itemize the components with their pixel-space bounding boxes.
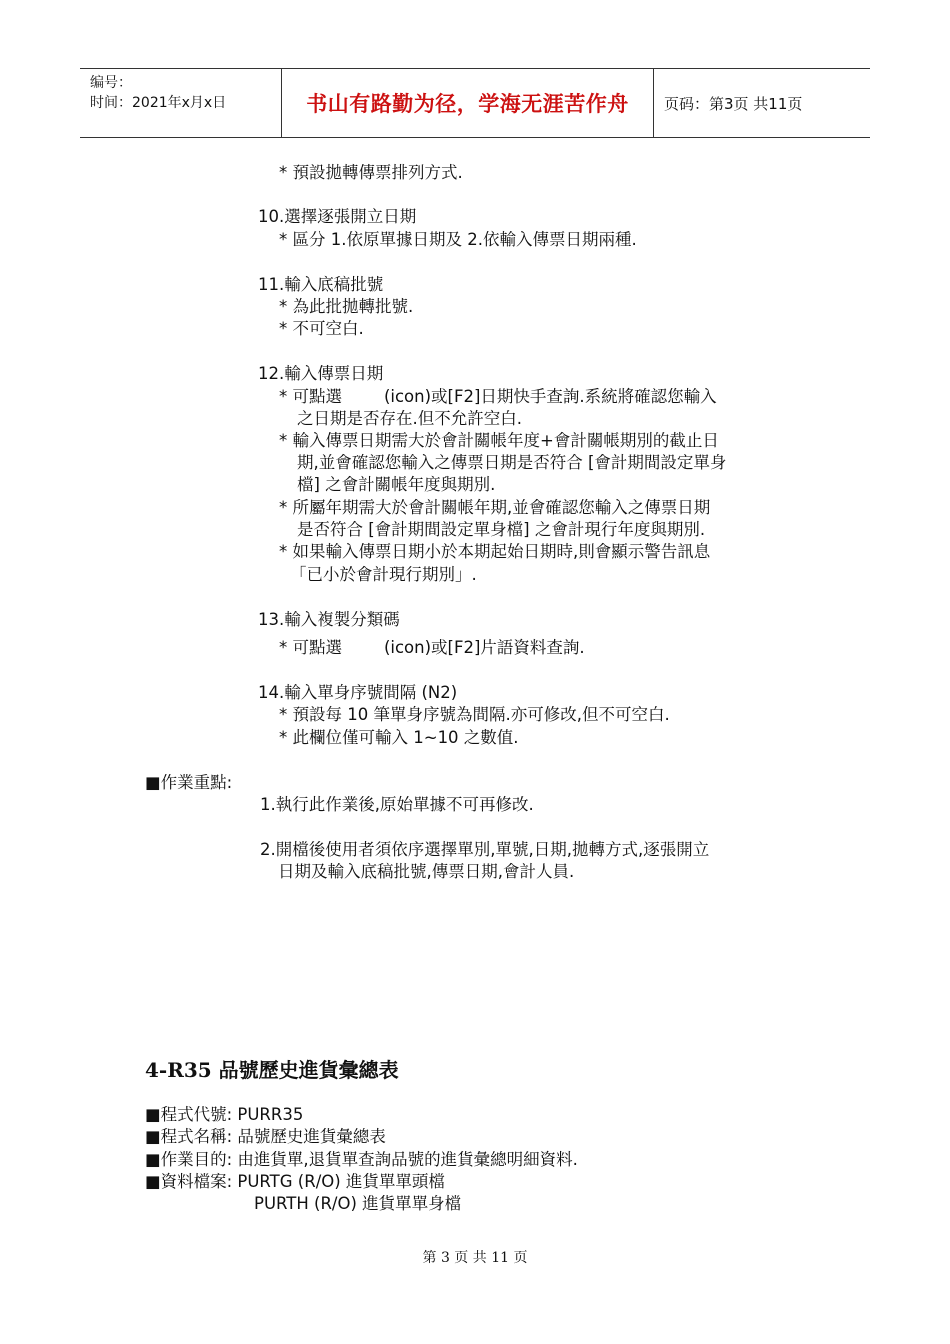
- body-line: 1.執行此作業後,原始單據不可再修改.: [260, 795, 534, 814]
- page-footer: 第 3 页 共 11 页: [422, 1250, 528, 1266]
- body-line: 12.輸入傳票日期: [258, 364, 384, 383]
- body-line: * 此欄位僅可輸入 1~10 之數值.: [279, 728, 519, 747]
- page-header-table: [80, 68, 870, 138]
- body-line: * 不可空白.: [279, 319, 364, 338]
- section-line: ■程式名稱: 品號歷史進貨彙總表: [145, 1127, 386, 1146]
- body-line: 期,並會確認您輸入之傳票日期是否符合 [會計期間設定單身: [297, 453, 727, 472]
- body-line: * 為此批拋轉批號.: [279, 297, 414, 316]
- number-label: 编号：: [90, 75, 132, 91]
- body-line: * 所屬年期需大於會計關帳年期,並會確認您輸入之傳票日期: [279, 498, 711, 517]
- body-line: * 可點選 (icon)或[F2]片語資料查詢.: [279, 638, 585, 657]
- time-label: 时间：2021年x月x日: [90, 95, 227, 111]
- body-line: 之日期是否存在.但不允許空白.: [297, 409, 522, 428]
- section-heading: 4-R35 品號歷史進貨彙總表: [145, 1058, 399, 1082]
- body-line: 檔] 之會計關帳年度與期別.: [297, 475, 496, 494]
- body-line: ■作業重點:: [145, 773, 233, 792]
- section-line: ■資料檔案: PURTG (R/O) 進貨單單頭檔: [145, 1172, 445, 1191]
- motto-text: 书山有路勤为径，学海无涯苦作舟: [306, 91, 629, 116]
- body-line: * 輸入傳票日期需大於會計關帳年度+會計關帳期別的截止日: [279, 431, 719, 450]
- body-line: * 可點選 (icon)或[F2]日期快手查詢.系統將確認您輸入: [279, 387, 717, 406]
- body-line: 2.開檔後使用者須依序選擇單別,單號,日期,拋轉方式,逐張開立: [260, 840, 710, 859]
- body-line: 11.輸入底稿批號: [258, 275, 384, 294]
- section-line: ■程式代號: PURR35: [145, 1105, 304, 1124]
- header-motto-cell: [282, 69, 654, 137]
- body-line: 14.輸入單身序號間隔 (N2): [258, 683, 458, 702]
- header-page-cell: [654, 69, 870, 137]
- body-line: 13.輸入複製分類碼: [258, 610, 400, 629]
- body-line: 日期及輸入底稿批號,傳票日期,會計人員.: [278, 862, 575, 881]
- section-line: ■作業目的: 由進貨單,退貨單查詢品號的進貨彙總明細資料.: [145, 1150, 578, 1169]
- section-line: PURTH (R/O) 進貨單單身檔: [254, 1194, 462, 1213]
- body-line: * 預設拋轉傳票排列方式.: [279, 163, 463, 182]
- body-line: 10.選擇逐張開立日期: [258, 207, 417, 226]
- body-line: * 區分 1.依原單據日期及 2.依輸入傳票日期兩種.: [279, 230, 637, 249]
- body-line: 是否符合 [會計期間設定單身檔] 之會計現行年度與期別.: [297, 520, 706, 539]
- body-line: 「已小於會計現行期別」.: [290, 565, 477, 584]
- body-line: * 預設每 10 筆單身序號為間隔.亦可修改,但不可空白.: [279, 705, 670, 724]
- page-info: 页码：第3页 共11页: [664, 94, 803, 113]
- body-line: * 如果輸入傳票日期小於本期起始日期時,則會顯示警告訊息: [279, 542, 711, 561]
- header-meta-cell: [80, 69, 282, 137]
